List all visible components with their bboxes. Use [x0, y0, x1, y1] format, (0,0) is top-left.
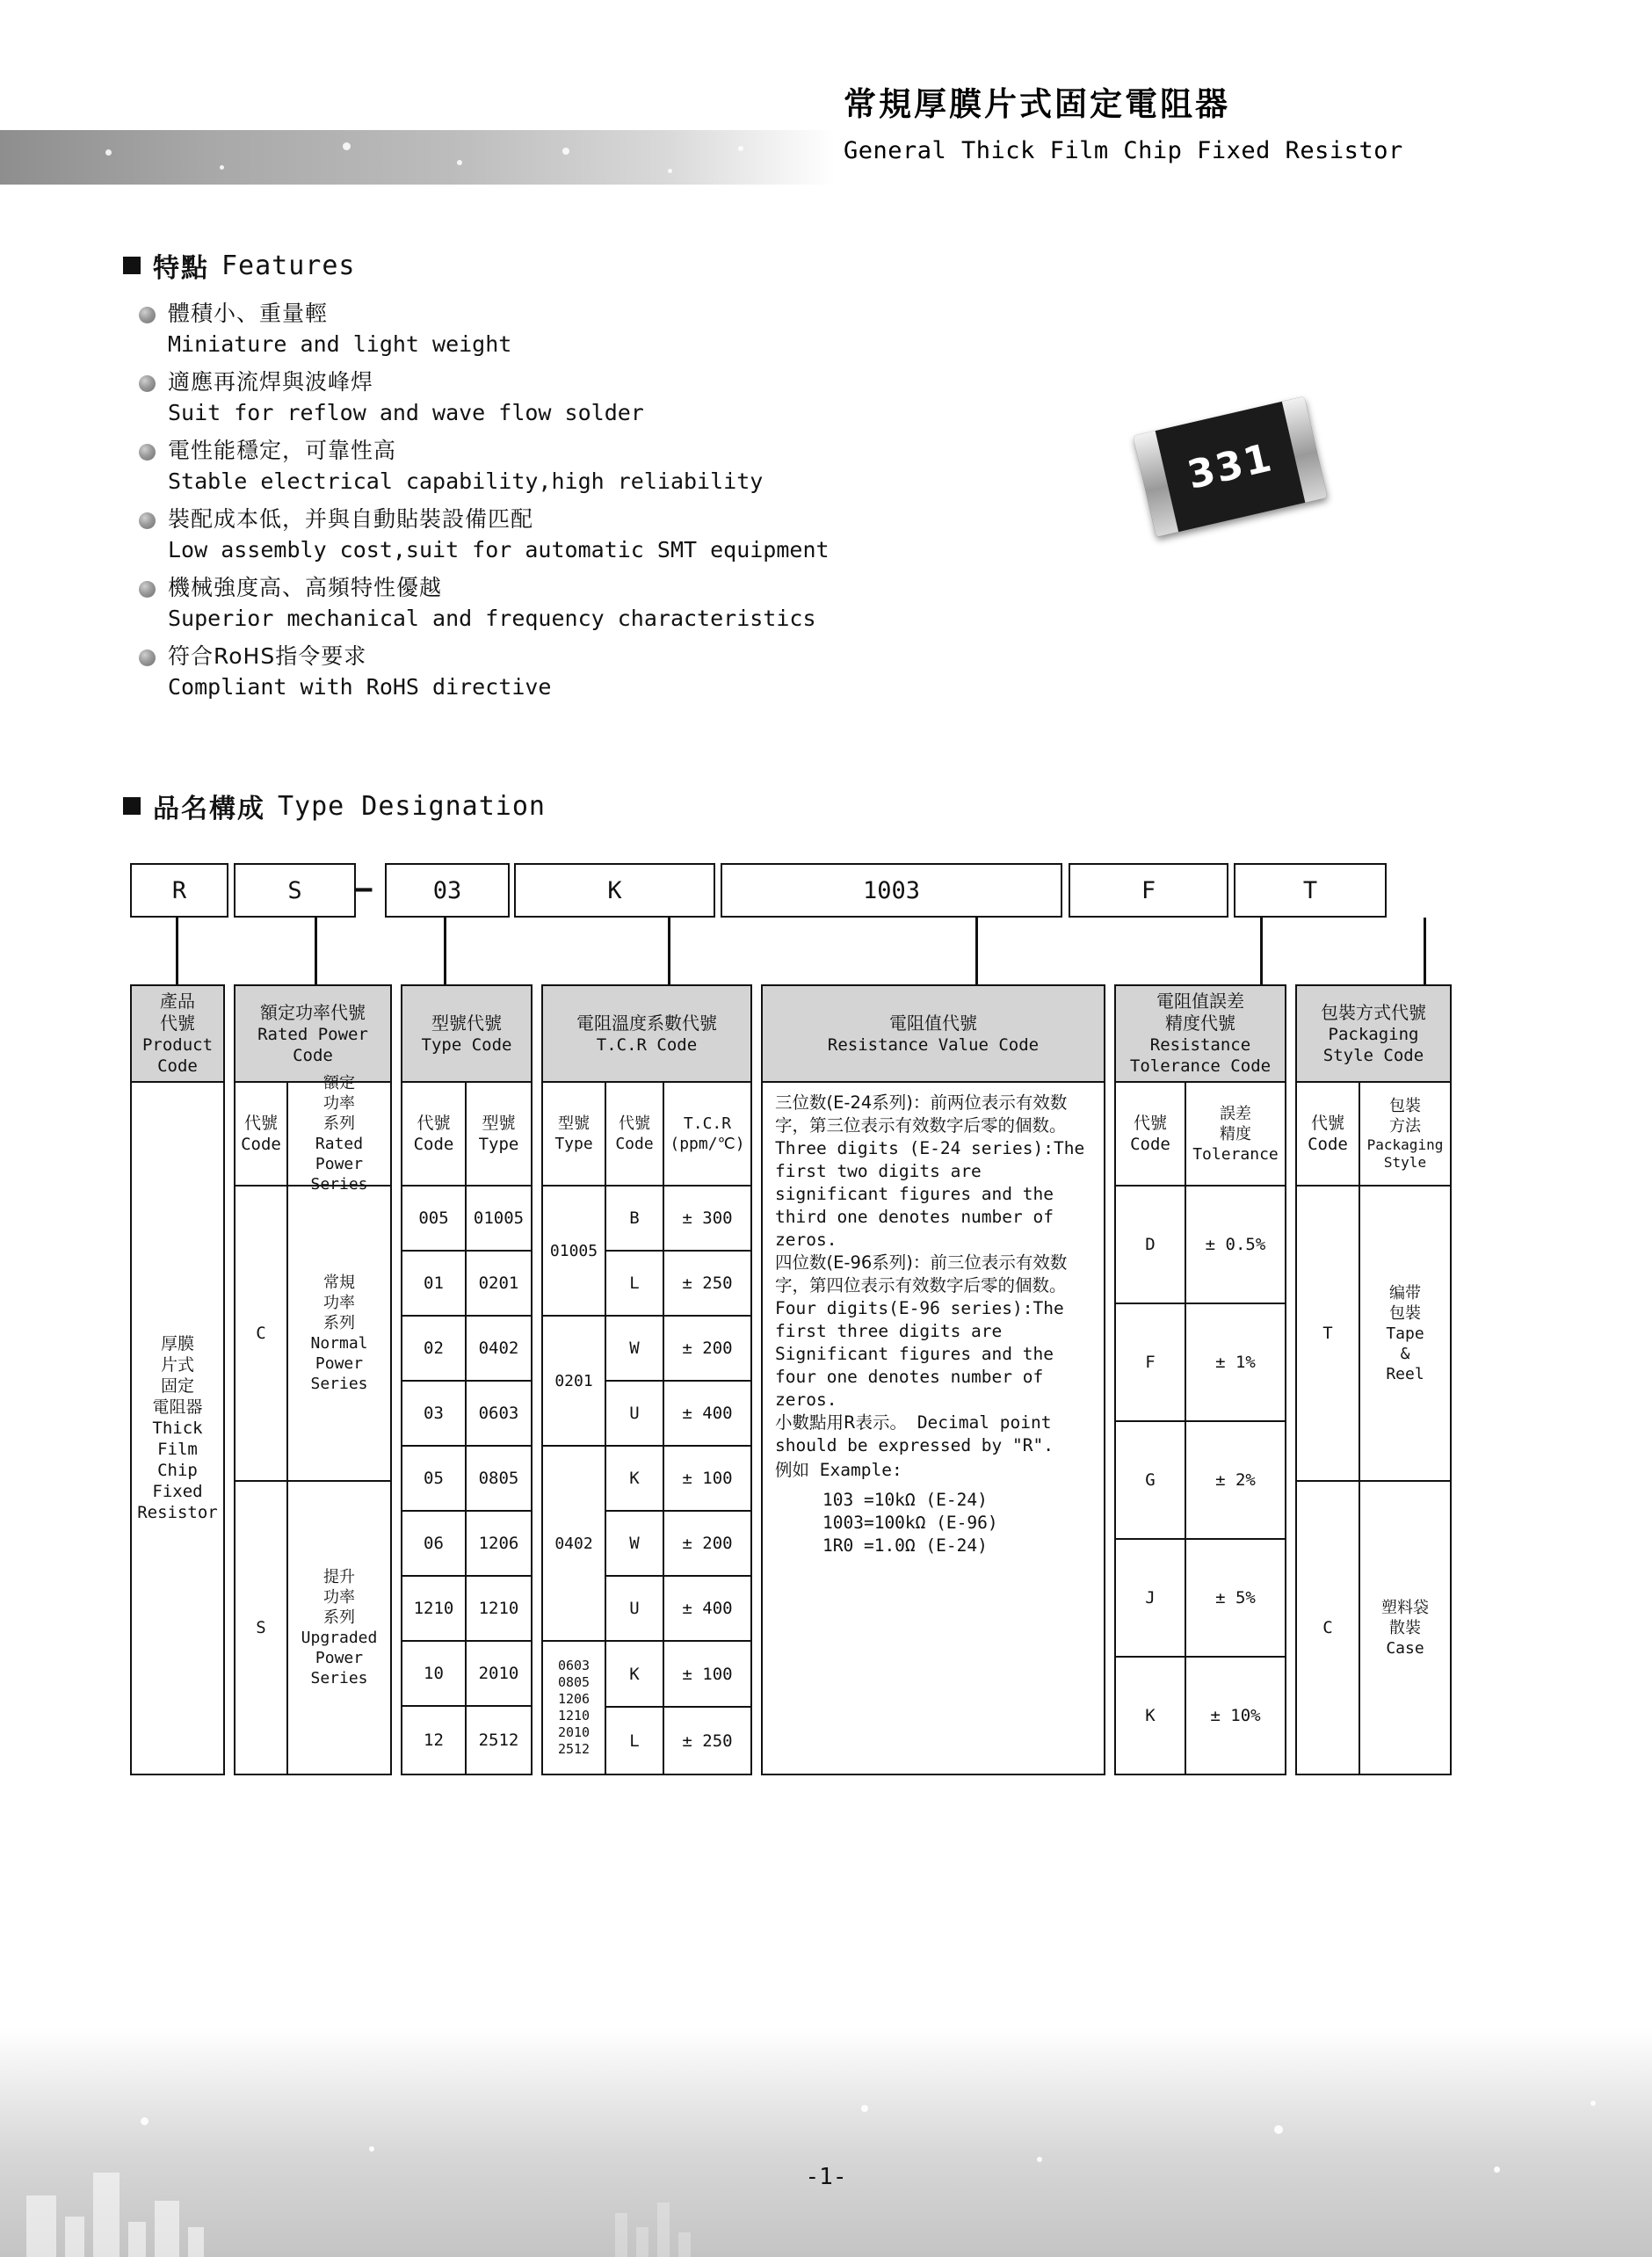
- table-row: [235, 1482, 390, 1774]
- table-row: [402, 1317, 531, 1382]
- cell-code: 10: [402, 1642, 467, 1705]
- code-box-resistance: 1003: [721, 863, 1062, 918]
- cell-tcr-code: L: [606, 1252, 664, 1317]
- column-header-rated-power: [235, 986, 390, 1083]
- cell-code: D: [1116, 1187, 1186, 1303]
- table-row: [402, 1642, 531, 1707]
- subheader-style: 包裝 方法 Packaging Style: [1366, 1097, 1444, 1171]
- code-box-power: S: [234, 863, 356, 918]
- circle-bullet-icon: [139, 444, 156, 461]
- cell-type: 2512: [478, 1731, 519, 1750]
- subheader-type: 型號 Type: [543, 1083, 606, 1185]
- cell-type: 2010: [478, 1664, 519, 1683]
- example-line: 103 =10kΩ (E-24): [822, 1490, 988, 1510]
- cell-tcr-value: ± 300: [664, 1187, 750, 1252]
- subheader-tcr-value: T.C.R (ppm/℃): [670, 1114, 745, 1153]
- cell-code: G: [1116, 1422, 1186, 1538]
- cell-code: J: [1116, 1540, 1186, 1656]
- cell-tcr-value: ± 100: [664, 1447, 750, 1512]
- cell-tcr-code: K: [606, 1447, 664, 1512]
- cell-code: C: [1297, 1482, 1360, 1774]
- desc-en-4: Example:: [819, 1460, 902, 1480]
- table-row: [1297, 1482, 1450, 1774]
- table-row: [402, 1447, 531, 1512]
- code-box-type: 03: [385, 863, 510, 918]
- cell-packaging-style: 塑料袋 散裝 Case: [1381, 1598, 1429, 1658]
- table-row: [235, 1187, 390, 1482]
- column-tolerance-code: [1114, 984, 1286, 1775]
- cell-resistance-value-description: [763, 1083, 1104, 1774]
- header-cn-line2: 精度代號: [1165, 1012, 1235, 1034]
- cell-code: 05: [402, 1447, 467, 1510]
- header-en-line2: Code: [157, 1056, 198, 1076]
- list-item: [139, 299, 1070, 360]
- circle-bullet-icon: [139, 650, 156, 666]
- cell-series: 常規 功率 系列 Normal Power Series: [310, 1274, 368, 1393]
- cell-type: 0402: [478, 1339, 519, 1358]
- type-heading-en: Type Designation: [278, 790, 546, 822]
- table-row: [402, 1252, 531, 1317]
- cell-tcr-type-group: 0402: [543, 1447, 606, 1642]
- type-heading-cn: 品名構成: [153, 794, 265, 824]
- desc-cn-4: 例如: [775, 1460, 810, 1480]
- feature-text-cn: 電性能穩定，可靠性高: [168, 438, 397, 463]
- header-en-line2: Style Code: [1322, 1045, 1424, 1065]
- column-rated-power-code: [234, 984, 392, 1775]
- desc-en-2: Four digits(E-96 series):The first three digits are Significant figures and the four one denotes number of zeros.: [775, 1298, 1064, 1410]
- connector-line: [315, 918, 317, 986]
- table-row: [1116, 1658, 1285, 1774]
- column-header-product-code: [132, 986, 223, 1083]
- page-number: -1-: [805, 2164, 847, 2190]
- subheader-code: 代號 Code: [1297, 1083, 1360, 1185]
- subheader-row-tolerance: [1116, 1083, 1285, 1187]
- code-box-product: R: [130, 863, 228, 918]
- feature-text-en: Compliant with RoHS directive: [168, 674, 552, 700]
- cell-tcr-code: U: [606, 1382, 664, 1447]
- cell-tcr-type-group: 01005: [543, 1187, 606, 1317]
- cell-type: 1210: [478, 1599, 519, 1618]
- cell-tolerance: ± 10%: [1210, 1706, 1261, 1725]
- subheader-row-packaging: [1297, 1083, 1450, 1187]
- cell-code: 03: [402, 1382, 467, 1445]
- features-list: [139, 299, 1070, 710]
- column-header-type-code: [402, 986, 531, 1083]
- header-cn: 型號代號: [431, 1012, 502, 1034]
- code-box-tcr: K: [514, 863, 715, 918]
- subheader-code: 代號 Code: [402, 1083, 467, 1185]
- list-item: [139, 436, 1070, 497]
- header-en: T.C.R Code: [596, 1034, 698, 1055]
- table-row: [1116, 1187, 1285, 1304]
- column-header-tcr: [543, 986, 750, 1083]
- feature-text-en: Suit for reflow and wave flow solder: [168, 400, 644, 425]
- type-designation-code-row: [130, 863, 1536, 918]
- connector-line: [444, 918, 446, 986]
- header-en-line1: Packaging: [1328, 1024, 1419, 1044]
- cell-tcr-type-group: 0201: [543, 1317, 606, 1447]
- subheader-tolerance: 誤差 精度 Tolerance: [1192, 1104, 1279, 1164]
- feature-text-cn: 適應再流焊與波峰焊: [168, 369, 374, 395]
- cell-tcr-value: ± 250: [664, 1252, 750, 1317]
- table-row: [1116, 1304, 1285, 1422]
- circle-bullet-icon: [139, 375, 156, 392]
- table-row: [1297, 1187, 1450, 1482]
- subheader-code: 代號 Code: [606, 1083, 664, 1185]
- cell-tolerance: ± 1%: [1215, 1353, 1256, 1372]
- cell-code: S: [235, 1482, 288, 1774]
- cell-type: 0603: [478, 1404, 519, 1423]
- feature-text-cn: 體積小、重量輕: [168, 301, 329, 326]
- feature-text-en: Miniature and light weight: [168, 331, 512, 357]
- feature-text-cn: 機械強度高、高頻特性優越: [168, 575, 443, 600]
- table-row: [402, 1512, 531, 1577]
- desc-cn-1: 三位数(E-24系列)：前两位表示有效数字，第三位表示有效数字后零的個数。: [775, 1092, 1068, 1136]
- cell-tcr-type-group: 0603 0805 1206 1210 2010 2512: [543, 1642, 606, 1774]
- header-en-line1: Resistance: [1149, 1035, 1251, 1055]
- header-cn: 電阻溫度系數代號: [576, 1012, 717, 1034]
- connector-line: [1260, 918, 1263, 986]
- cell-tcr-code: L: [606, 1708, 664, 1774]
- header-en-line1: Rated Power: [257, 1024, 368, 1044]
- subheader-code: 代號 Code: [1116, 1083, 1186, 1185]
- header-cn: 電阻值代號: [889, 1012, 977, 1034]
- cell-code: C: [235, 1187, 288, 1480]
- header-cn: 包裝方式代號: [1321, 1001, 1426, 1023]
- chip-marking: 331: [1183, 435, 1278, 498]
- header-en-line1: Product: [141, 1035, 214, 1055]
- cell-type: 01005: [473, 1208, 525, 1228]
- list-item: [139, 504, 1070, 566]
- list-item: [139, 642, 1070, 703]
- table-row: [1116, 1422, 1285, 1540]
- cell-code: 12: [402, 1707, 467, 1774]
- header-cn-line2: 代號: [160, 1012, 195, 1034]
- table-row: [402, 1187, 531, 1252]
- table-row: [402, 1707, 531, 1774]
- type-designation-heading: [123, 787, 546, 825]
- column-resistance-value-code: [761, 984, 1105, 1775]
- cell-code: K: [1116, 1658, 1186, 1774]
- connector-line: [975, 918, 978, 986]
- subheader-row-type-code: [402, 1083, 531, 1187]
- cell-code: T: [1297, 1187, 1360, 1480]
- feature-text-en: Superior mechanical and frequency characteristics: [168, 606, 816, 631]
- cell-type: 0805: [478, 1469, 519, 1488]
- cell-tcr-value: ± 200: [664, 1317, 750, 1382]
- cell-tcr-code: W: [606, 1512, 664, 1577]
- cell-tolerance: ± 0.5%: [1205, 1235, 1266, 1254]
- connector-line: [668, 918, 670, 986]
- connector-line: [1424, 918, 1426, 986]
- cell-product-description: 厚膜 片式 固定 電阻器 Thick Film Chip Fixed Resistor: [137, 1334, 218, 1522]
- table-row: [402, 1382, 531, 1447]
- features-heading-en: Features: [221, 250, 356, 281]
- cell-tcr-code: K: [606, 1642, 664, 1708]
- features-heading-cn: 特點: [153, 253, 209, 284]
- cell-type: 1206: [478, 1534, 519, 1553]
- circle-bullet-icon: [139, 512, 156, 529]
- desc-cn-3: 小數點用R表示。: [775, 1412, 908, 1433]
- cell-tolerance: ± 5%: [1215, 1588, 1256, 1607]
- connector-line: [176, 918, 178, 986]
- page-header: [844, 77, 1634, 164]
- separator-dash: —: [354, 871, 373, 906]
- cell-code: F: [1116, 1304, 1186, 1420]
- cell-code: 06: [402, 1512, 467, 1575]
- circle-bullet-icon: [139, 581, 156, 598]
- header-decorative-band: [0, 130, 835, 185]
- list-item: [139, 367, 1070, 429]
- column-packaging-style-code: [1295, 984, 1452, 1775]
- table-row: [1116, 1540, 1285, 1658]
- resistor-photo: [1133, 396, 1327, 537]
- page-title-cn: 常規厚膜片式固定電阻器: [844, 85, 1230, 123]
- bullet-square-icon: [123, 257, 141, 274]
- example-line: 1003=100kΩ (E-96): [822, 1513, 998, 1533]
- header-en-line2: Tolerance Code: [1129, 1056, 1272, 1076]
- desc-en-1: Three digits (E-24 series):The first two digits are significant figures and the third one denotes number of zeros.: [775, 1138, 1085, 1250]
- column-tcr-code: [541, 984, 752, 1775]
- header-cn: 額定功率代號: [260, 1001, 366, 1023]
- feature-text-en: Stable electrical capability,high reliability: [168, 468, 764, 494]
- page-title-en: General Thick Film Chip Fixed Resistor: [844, 137, 1403, 164]
- cell-tcr-value: ± 100: [664, 1642, 750, 1708]
- cell-type: 0201: [478, 1274, 519, 1293]
- example-line: 1R0 =1.0Ω (E-24): [822, 1535, 988, 1556]
- desc-en-3: Decimal point should be expressed by "R".: [775, 1412, 1054, 1455]
- cell-tcr-value: ± 400: [664, 1382, 750, 1447]
- header-cn-line1: 電阻值誤差: [1156, 991, 1244, 1012]
- list-item: [139, 573, 1070, 635]
- cell-code: 1210: [402, 1577, 467, 1640]
- header-en: Resistance Value Code: [827, 1034, 1040, 1055]
- cell-tcr-code: B: [606, 1187, 664, 1252]
- subheader-code: 代號 Code: [235, 1083, 288, 1185]
- cell-tcr-code: U: [606, 1577, 664, 1642]
- cell-code: 01: [402, 1252, 467, 1315]
- column-header-tolerance: [1116, 986, 1285, 1083]
- cell-code: 005: [402, 1187, 467, 1250]
- header-en-line2: Code: [293, 1045, 333, 1065]
- feature-text-en: Low assembly cost,suit for automatic SMT equipment: [168, 537, 830, 562]
- feature-text-cn: 裝配成本低，并與自動貼裝設備匹配: [168, 506, 534, 532]
- desc-cn-2: 四位数(E-96系列)：前三位表示有效数字，第四位表示有效数字后零的個数。: [775, 1252, 1068, 1295]
- subheader-type: 型號 Type: [478, 1114, 519, 1154]
- cell-tcr-value: ± 200: [664, 1512, 750, 1577]
- circle-bullet-icon: [139, 307, 156, 323]
- cell-tcr-code: W: [606, 1317, 664, 1382]
- header-cn-line1: 產品: [160, 991, 195, 1012]
- features-section-heading: [123, 246, 356, 285]
- subheader-series: 額定 功率 系列 Rated Power Series: [310, 1074, 368, 1194]
- cell-packaging-style: 编带 包裝 Tape & Reel: [1386, 1283, 1424, 1383]
- code-box-packaging: T: [1234, 863, 1387, 918]
- column-header-packaging: [1297, 986, 1450, 1083]
- cell-tcr-value: ± 250: [682, 1731, 733, 1751]
- subheader-row-rated-power: [235, 1074, 390, 1194]
- cell-code: 02: [402, 1317, 467, 1380]
- column-type-code: [401, 984, 533, 1775]
- cell-series: 提升 功率 系列 Upgraded Power Series: [301, 1568, 378, 1687]
- subheader-row-tcr: [543, 1083, 750, 1187]
- cell-tcr-value: ± 400: [664, 1577, 750, 1642]
- code-box-tolerance: F: [1069, 863, 1228, 918]
- table-row: [402, 1577, 531, 1642]
- column-header-resistance-value: [763, 986, 1104, 1083]
- cell-tolerance: ± 2%: [1215, 1470, 1256, 1490]
- header-en: Type Code: [421, 1034, 512, 1055]
- bullet-square-icon: [123, 797, 141, 815]
- feature-text-cn: 符合RoHS指令要求: [168, 643, 367, 669]
- footer-decorative-band: [0, 2028, 1652, 2257]
- column-product-code: [130, 984, 225, 1775]
